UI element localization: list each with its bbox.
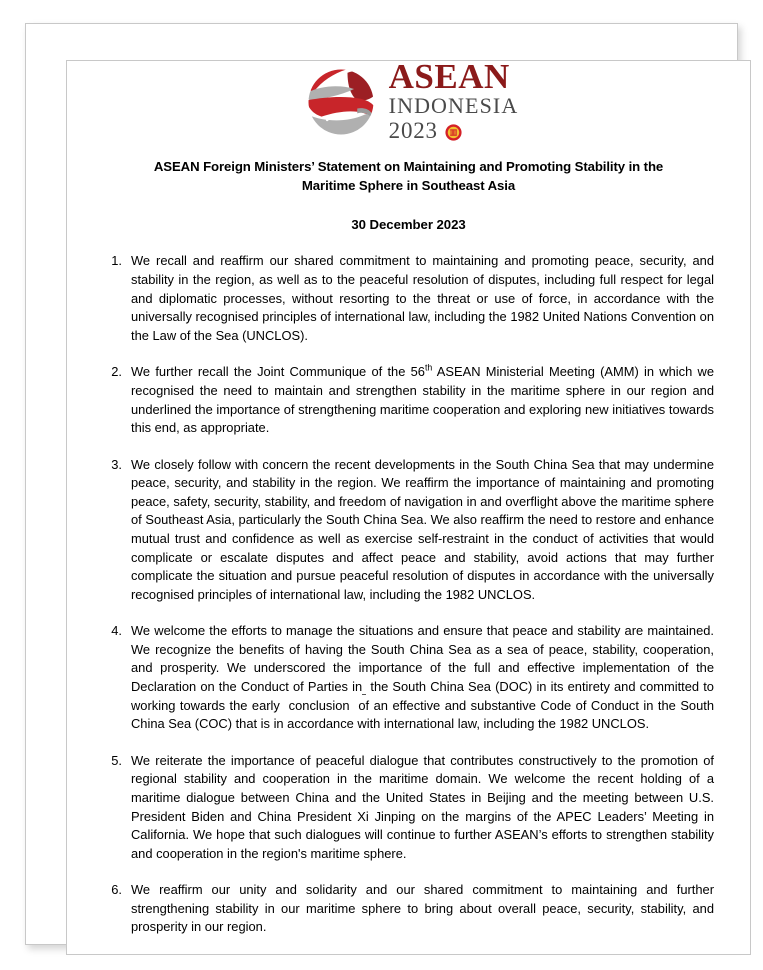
clause-item [103,881,714,937]
clause-text: We closely follow with concern the recent developments in the South China Sea that may undermine peace, security, and stability in the region. We reaffirm the importance of maintaining and promoting peace, safety, security, stability, and freedom of navigation in and overflight above the maritime sphere of Southeast Asia, particularly the South China Sea. We also reaffirm the need to restore and enhance mutual trust and confidence as well as exercise self-restraint in the conduct of activities that would complicate or escalate disputes and affect peace and stability, avoid actions that may further complicate the situation and pursue peaceful resolution of disputes in accordance with the universally recognised principles of international law, including the 1982 UNCLOS. [131,456,714,602]
clause-list [103,252,714,937]
clause-text-part: We further recall the Joint Communique of the 56 [131,364,425,380]
wordmark-indonesia: INDONESIA [388,93,519,119]
clause-item [103,363,714,437]
document-date: 30 December 2023 [351,217,466,233]
clause-text [131,622,714,734]
clause-item [103,456,714,605]
clause-text-part: ASEAN Ministerial Meeting (AMM) in which we recognised the need to maintain and strengthen stability in the maritime sphere in our region and underlined the importance of strengthening maritime cooperation and exploring new initiatives towards this end, as appropriate. [131,364,714,436]
clause-text: We reaffirm our unity and solidarity and our shared commitment to maintaining and further strengthening stability in our maritime sphere to bring about overall peace, security, stability, and prosperity in our region. [131,882,714,935]
clause-text: We recall and reaffirm our shared commitment to maintaining and promoting peace, security, and stability in the region, as well as to the peaceful resolution of disputes, including full respect for legal and diplomatic processes, without resorting to the threat or use of force, in accordance with the universally recognised principles of international law, including the 1982 United Nations Convention on the Law of the Sea (UNCLOS). [131,253,714,343]
clause-text-part: early [251,697,280,713]
asean-globe-icon [299,63,383,141]
logo-wordmark [389,60,519,145]
clause-text [131,363,714,437]
clause-text-part: conclusion [284,697,350,713]
asean-rice-stalk-emblem-icon [445,124,462,141]
clause-item [103,622,714,734]
page-content-frame [66,60,751,955]
clause-text: We reiterate the importance of peaceful dialogue that contributes constructively to the promotion of regional stability and cooperation in the maritime domain. We welcome the recent holding of a maritime dialogue between China and the United States in Beijing and the meeting between U.S. President Biden and China President Xi Jinping on the margins of the APEC Leaders’ Meeting in California. We hope that such dialogues will continue to further ASEAN’s efforts to strengthen stability and cooperation in the region's maritime sphere. [131,752,714,861]
clause-number: 5. [111,752,122,768]
clause-text-part: We welcome the efforts to manage the situations and ensure that peace and stability are maintained. We recognize the benefits of having the South China Sea as a sea of peace, stability, cooperation, and prosperity. We underscored the importance of the full and effective implementation of the Declaration on the Conduct of Parties in [131,623,714,695]
page-sheet [25,23,738,945]
clause-text-part: the South China Sea (DOC) in its entirety and committed to working towards the [131,679,714,713]
asean-indonesia-2023-logo [103,60,714,144]
wordmark-asean: ASEAN [388,60,510,96]
clause-number: 1. [111,253,122,269]
clause-item [103,752,714,863]
wordmark-year: 2023 [388,118,438,144]
clause-number: 3. [111,456,122,472]
clause-number: 2. [111,364,122,380]
wordmark-year-row [389,119,519,143]
clause-text-part: of an effective and substantive Code of Conduct in the South China Sea (COC) that is in accordance with international law, including the 1982 UNCLOS. [131,697,715,732]
ordinal-superscript: th [424,363,433,374]
clause-number: 4. [111,623,122,639]
clause-number: 6. [111,882,122,898]
document-title: ASEAN Foreign Ministers’ Statement on Maintaining and Promoting Stability in the Maritime Sphere in Southeast Asia [153,159,664,193]
clause-item [103,252,714,345]
